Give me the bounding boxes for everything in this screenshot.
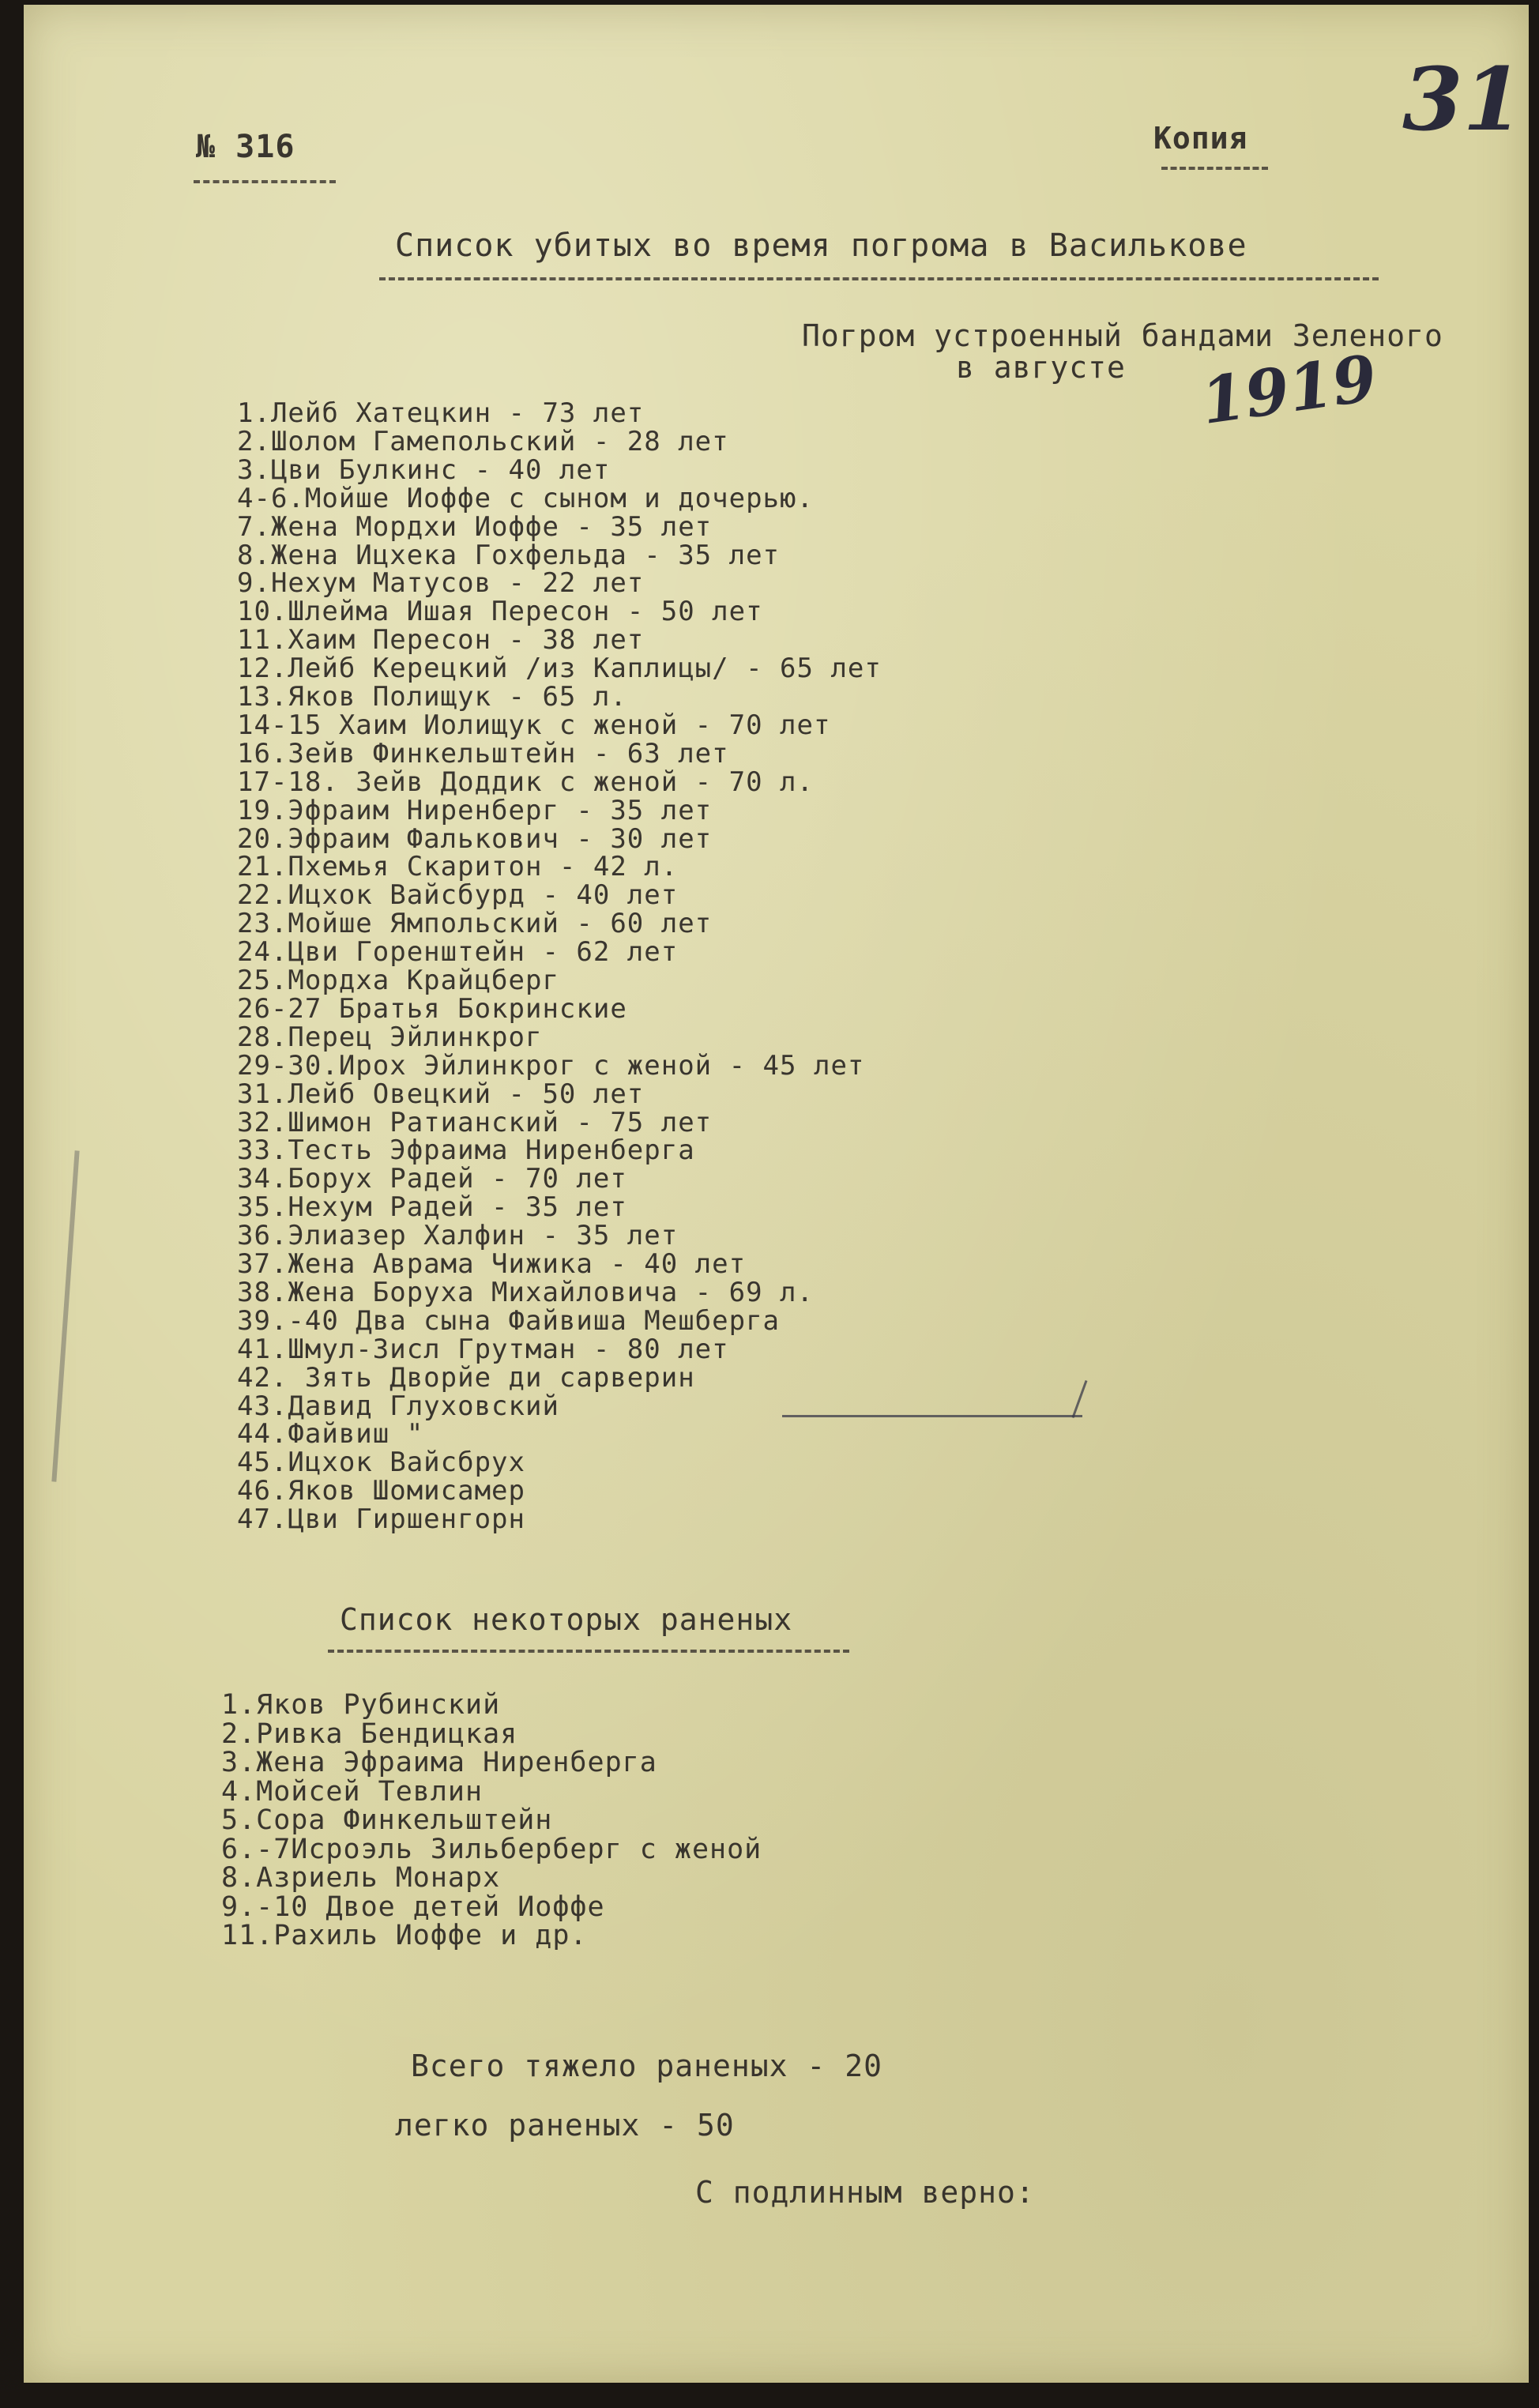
killed-list-item: 44.Файвиш "	[237, 1418, 424, 1450]
killed-list-item: 23.Мойше Ямпольский - 60 лет	[237, 908, 713, 940]
killed-list-item: 46.Яков Шомисамер	[237, 1475, 525, 1507]
wounded-list-item: 4.Мойсей Тевлин	[221, 1775, 484, 1808]
document-number-underline	[194, 180, 336, 183]
document-number: № 316	[196, 129, 295, 165]
killed-list-item: 29-30.Ирох Эйлинкрог с женой - 45 лет	[237, 1049, 865, 1082]
killed-list	[237, 397, 1185, 1585]
killed-list-item: 26-27 Братья Бокринские	[237, 992, 627, 1025]
title-underline	[379, 277, 1379, 280]
killed-list-item: 31.Лейб Овецкий - 50 лет	[237, 1078, 645, 1110]
wounded-list	[221, 1691, 1011, 1984]
killed-list-item: 7.Жена Мордхи Иоффе - 35 лет	[237, 510, 713, 543]
document-title: Список убитых во время погрома в Василькове	[395, 228, 1247, 264]
page-number-handwritten: 31	[1402, 48, 1524, 150]
document-subtitle-line1: Погром устроенный бандами Зеленого	[802, 318, 1443, 353]
total-heavy-wounded: Всего тяжело раненых - 20	[411, 2049, 882, 2083]
killed-list-item: 36.Элиазер Халфин - 35 лет	[237, 1220, 679, 1252]
year-handwritten: 1919	[1196, 340, 1382, 439]
killed-list-item: 45.Ицхок Вайсбрух	[237, 1447, 525, 1479]
document-sheet	[24, 5, 1529, 2383]
killed-list-item: 10.Шлейма Ишая Пересон - 50 лет	[237, 596, 763, 628]
killed-list-item: 1.Лейб Хатецкин - 73 лет	[237, 397, 645, 429]
wounded-title-underline	[328, 1650, 849, 1653]
killed-list-item: 2.Шолом Гамепольский - 28 лет	[237, 425, 729, 457]
killed-list-item: 19.Эфраим Ниренберг - 35 лет	[237, 794, 713, 826]
killed-list-item: 14-15 Хаим Иолищук с женой - 70 лет	[237, 709, 831, 741]
wounded-list-item: 6.-7Исроэль Зильберберг с женой	[221, 1833, 762, 1865]
wounded-list-item: 2.Ривка Бендицкая	[221, 1718, 518, 1750]
pencil-mark	[782, 1415, 1082, 1417]
killed-list-item: 34.Борух Радей - 70 лет	[237, 1163, 627, 1195]
killed-list-item: 20.Эфраим Фалькович - 30 лет	[237, 822, 713, 855]
killed-list-item: 8.Жена Ицхека Гохфельда - 35 лет	[237, 539, 781, 571]
total-light-wounded: легко раненых - 50	[395, 2108, 735, 2143]
killed-list-item: 16.Зейв Финкельштейн - 63 лет	[237, 737, 729, 769]
killed-list-item: 42. Зять Дворйе ди сарверин	[237, 1361, 695, 1394]
killed-list-item: 21.Пхемья Скаритон - 42 л.	[237, 851, 679, 883]
killed-list-item: 41.Шмул-Зисл Грутман - 80 лет	[237, 1333, 729, 1365]
killed-list-item: 28.Перец Эйлинкрог	[237, 1021, 543, 1053]
wounded-list-item: 8.Азриель Монарх	[221, 1862, 501, 1894]
killed-list-item: 17-18. Зейв Доддик с женой - 70 л.	[237, 766, 814, 798]
killed-list-item: 38.Жена Боруха Михайловича - 69 л.	[237, 1276, 814, 1308]
killed-list-item: 47.Цви Гиршенгорн	[237, 1503, 525, 1536]
killed-list-item: 9.Нехум Матусов - 22 лет	[237, 567, 645, 600]
killed-list-item: 13.Яков Полищук - 65 л.	[237, 681, 627, 713]
wounded-list-item: 9.-10 Двое детей Иоффе	[221, 1891, 605, 1923]
wounded-list-item: 5.Сора Финкельштейн	[221, 1804, 553, 1836]
killed-list-item: 12.Лейб Керецкий /из Каплицы/ - 65 лет	[237, 653, 882, 685]
killed-list-item: 43.Давид Глуховский	[237, 1390, 559, 1422]
killed-list-item: 24.Цви Горенштейн - 62 лет	[237, 936, 679, 969]
certification-text: С подлинным верно:	[695, 2175, 1035, 2210]
wounded-title: Список некоторых раненых	[340, 1602, 793, 1637]
killed-list-item: 11.Хаим Пересон - 38 лет	[237, 624, 645, 657]
killed-list-item: 33.Тесть Эфраима Ниренберга	[237, 1134, 695, 1167]
killed-list-item: 39.-40 Два сына Файвиша Мешберга	[237, 1304, 781, 1337]
killed-list-item: 37.Жена Аврама Чижика - 40 лет	[237, 1248, 747, 1280]
killed-list-item: 35.Нехум Радей - 35 лет	[237, 1191, 627, 1224]
document-subtitle-line2: в августе	[956, 350, 1126, 385]
wounded-list-item: 1.Яков Рубинский	[221, 1689, 501, 1721]
killed-list-item: 22.Ицхок Вайсбурд - 40 лет	[237, 879, 679, 912]
copy-label: Копия	[1153, 121, 1248, 156]
killed-list-item: 25.Мордха Крайцберг	[237, 965, 559, 996]
wounded-list-item: 3.Жена Эфраима Ниренберга	[221, 1747, 657, 1778]
wounded-list-item: 11.Рахиль Иоффе и др.	[221, 1920, 588, 1951]
copy-label-underline	[1161, 167, 1268, 170]
killed-list-item: 4-6.Мойше Иоффе с сыном и дочерью.	[237, 482, 814, 514]
margin-pencil-scribble	[51, 1150, 79, 1481]
killed-list-item: 32.Шимон Ратианский - 75 лет	[237, 1106, 713, 1138]
killed-list-item: 3.Цви Булкинс - 40 лет	[237, 453, 611, 486]
